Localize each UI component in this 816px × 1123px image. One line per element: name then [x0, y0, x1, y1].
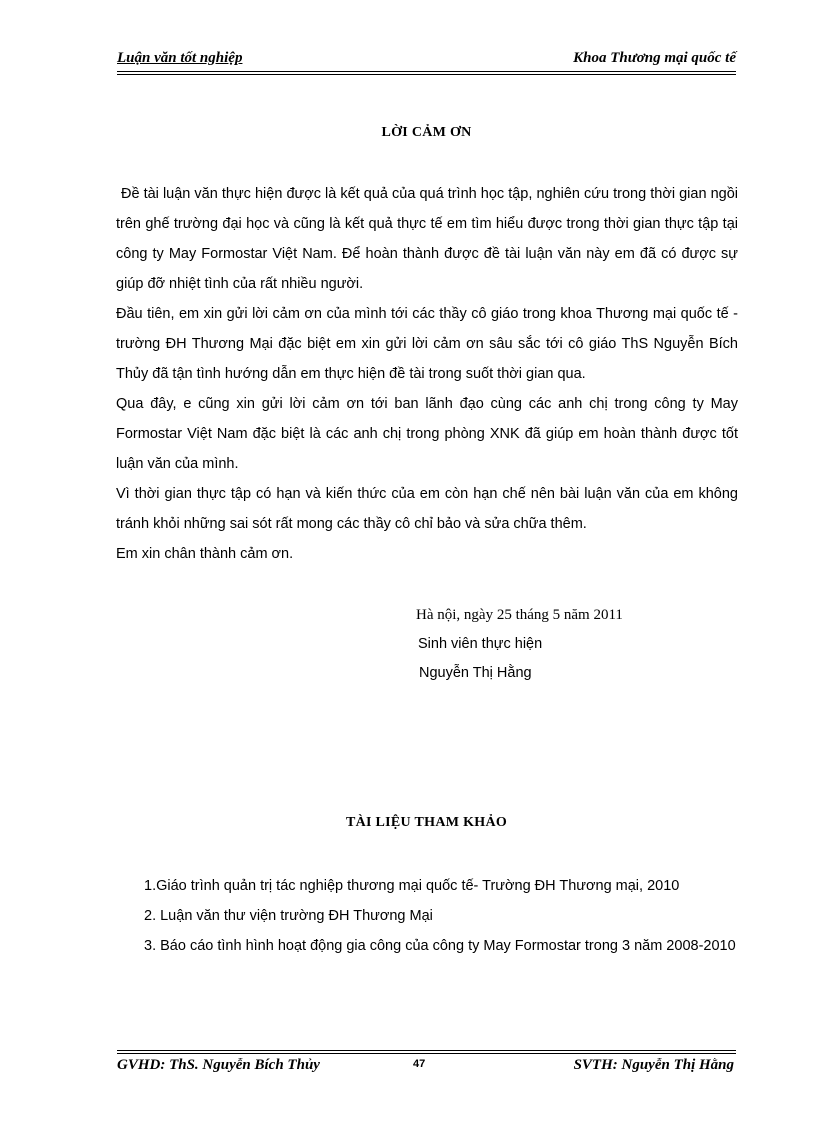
header-thesis-label: Luận văn tốt nghiệp: [117, 50, 243, 66]
reference-item-2: 2. Luận văn thư viện trường ĐH Thương Mại: [144, 908, 433, 924]
footer-supervisor: GVHD: ThS. Nguyễn Bích Thủy: [117, 1057, 320, 1073]
ack-paragraph-1: Đề tài luận văn thực hiện được là kết quả của quá trình học tập, nghiên cứu trong thời gian ngồi trên ghế trường đại học và cũng là kết quả thực tế em tìm hiểu được trong thời gian thực tập tại công ty May Formostar Việt Nam. Để hoàn thành được đề tài luận văn này em đã có được sự giúp đỡ nhiệt tình của rất nhiều người.: [116, 186, 738, 292]
page-footer: [117, 1046, 736, 1080]
footer-student: SVTH: Nguyễn Thị Hằng: [573, 1057, 734, 1073]
signature-name: Nguyễn Thị Hằng: [419, 665, 532, 681]
header-rule: [117, 71, 736, 72]
acknowledgement-title: LỜI CẢM ƠN: [381, 125, 472, 140]
reference-item-1: 1.Giáo trình quản trị tác nghiệp thương mại quốc tế- Trường ĐH Thương mại, 2010: [144, 878, 680, 894]
page-header: [117, 47, 736, 71]
references-list: [116, 871, 738, 961]
ack-paragraph-5: Em xin chân thành cảm ơn.: [116, 546, 294, 562]
reference-item-3: 3. Báo cáo tình hình hoạt động gia công của công ty May Formostar trong 3 năm 2008-2010: [144, 938, 736, 954]
ack-paragraph-2: Đầu tiên, em xin gửi lời cảm ơn của mình tới các thầy cô giáo trong khoa Thương mại quốc tế - trường ĐH Thương Mại đặc biệt em xin gửi lời cảm ơn sâu sắc tới cô giáo ThS Nguyễn Bích Thủy đã tận tình hướng dẫn em thực hiện đề tài trong suốt thời gian qua.: [116, 306, 738, 382]
signature-date: Hà nội, ngày 25 tháng 5 năm 2011: [416, 607, 623, 623]
page-number: 47: [413, 1058, 426, 1070]
footer-rule-thin: [117, 1050, 736, 1051]
ack-paragraph-4: Vì thời gian thực tập có hạn và kiến thức của em còn hạn chế nên bài luận văn của em không tránh khỏi những sai sót rất mong các thầy cô chỉ bảo và sửa chữa thêm.: [116, 486, 738, 532]
references-title: TÀI LIỆU THAM KHẢO: [345, 815, 508, 830]
header-faculty-label: Khoa Thương mại quốc tế: [573, 50, 736, 66]
footer-rule: [117, 1053, 736, 1054]
signature-role: Sinh viên thực hiện: [418, 636, 543, 652]
acknowledgement-body: [116, 179, 738, 569]
header-rule-thin: [117, 74, 736, 75]
ack-paragraph-3: Qua đây, e cũng xin gửi lời cảm ơn tới ban lãnh đạo cùng các anh chị trong công ty May Formostar Việt Nam đặc biệt là các anh chị trong phòng XNK đã giúp em hoàn thành được tốt luận văn của mình.: [116, 396, 738, 472]
